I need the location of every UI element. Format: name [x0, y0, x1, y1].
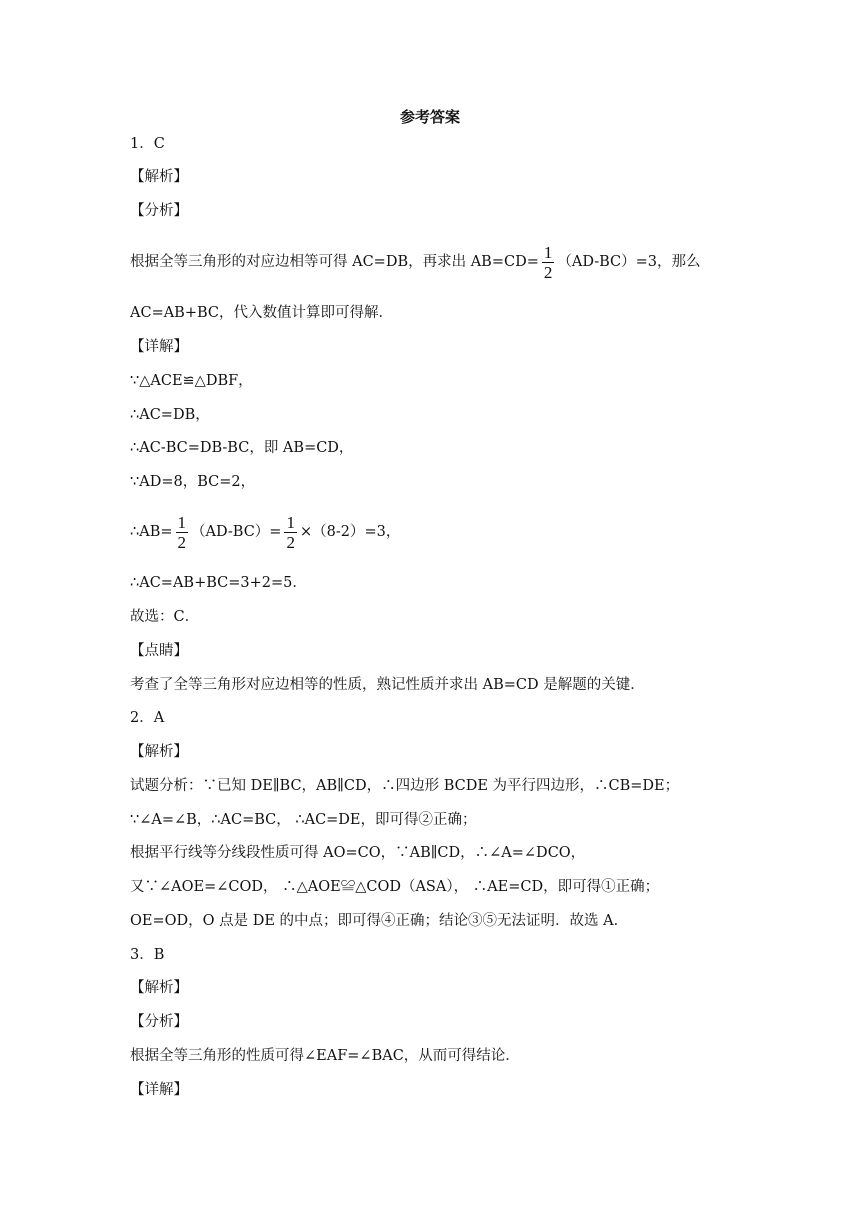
q2-jiexi-header: 【解析】 [130, 744, 188, 760]
fraction-one-half: $\frac{1}{2}$ [177, 512, 187, 552]
fraction-one-half: $\frac{1}{2}$ [543, 242, 553, 282]
q1-analysis-text-a: 根据全等三角形的对应边相等可得 AC=DB，再求出 AB=CD= [130, 254, 539, 270]
q1-xiangjie-header: 【详解】 [130, 339, 188, 355]
fraction-one-half: $\frac{1}{2}$ [286, 512, 295, 552]
q3-number: 3．B [130, 947, 165, 963]
q1-step-7: 故选：C． [130, 609, 200, 625]
q3-xiangjie-header: 【详解】 [130, 1082, 188, 1098]
q1-analysis-text-b: （AD-BC）=3，那么 [557, 254, 701, 270]
q1-step-5-b: （AD-BC）= [191, 524, 282, 540]
q2-line-1: 试题分析：∵已知 DE∥BC，AB∥CD，∴四边形 BCDE 为平行四边形，∴CB=DE； [130, 778, 680, 794]
q1-dianjing-header: 【点睛】 [130, 643, 188, 659]
q1-number: 1．C [130, 136, 165, 152]
q1-analysis-line1 [130, 240, 701, 284]
q2-line-5: OE=OD，O 点是 DE 的中点；即可得④正确；结论③⑤无法证明．故选 A． [130, 913, 629, 929]
q1-step-1: ∵△ACE≌△DBF， [130, 373, 253, 389]
q2-number: 2．A [130, 710, 165, 726]
q1-step-6: ∴AC=AB+BC=3+2=5． [130, 575, 307, 591]
q1-step-5 [130, 510, 400, 554]
q3-jiexi-header: 【解析】 [130, 980, 188, 996]
q1-step-5-c: ×（8-2）=3， [299, 524, 401, 540]
q1-jiexi-header: 【解析】 [130, 169, 188, 185]
q1-step-2: ∴AC=DB， [130, 407, 210, 423]
q1-step-5-a: ∴AB= [130, 524, 173, 540]
q1-comment: 考查了全等三角形对应边相等的性质，熟记性质并求出 AB=CD 是解题的关键． [130, 677, 645, 693]
q1-step-3: ∴AC-BC=DB-BC，即 AB=CD， [130, 440, 354, 456]
q2-line-2: ∵∠A=∠B，∴AC=BC， ∴AC=DE，即可得②正确； [130, 812, 477, 828]
q2-line-3: 根据平行线等分线段性质可得 AO=CO，∵AB∥CD，∴∠A=∠DCO， [130, 845, 586, 861]
q3-analysis: 根据全等三角形的性质可得∠EAF=∠BAC，从而可得结论． [130, 1048, 520, 1064]
q3-fenxi-header: 【分析】 [130, 1014, 188, 1030]
q1-analysis-line2: AC=AB+BC，代入数值计算即可得解． [130, 305, 394, 321]
q1-fenxi-header: 【分析】 [130, 203, 188, 219]
q2-line-4: 又∵∠AOE=∠COD， ∴△AOE≌△COD（ASA）， ∴AE=CD，即可得①正确； [130, 879, 660, 895]
q1-step-4: ∵AD=8，BC=2， [130, 474, 256, 490]
page-title: 参考答案 [399, 108, 460, 126]
